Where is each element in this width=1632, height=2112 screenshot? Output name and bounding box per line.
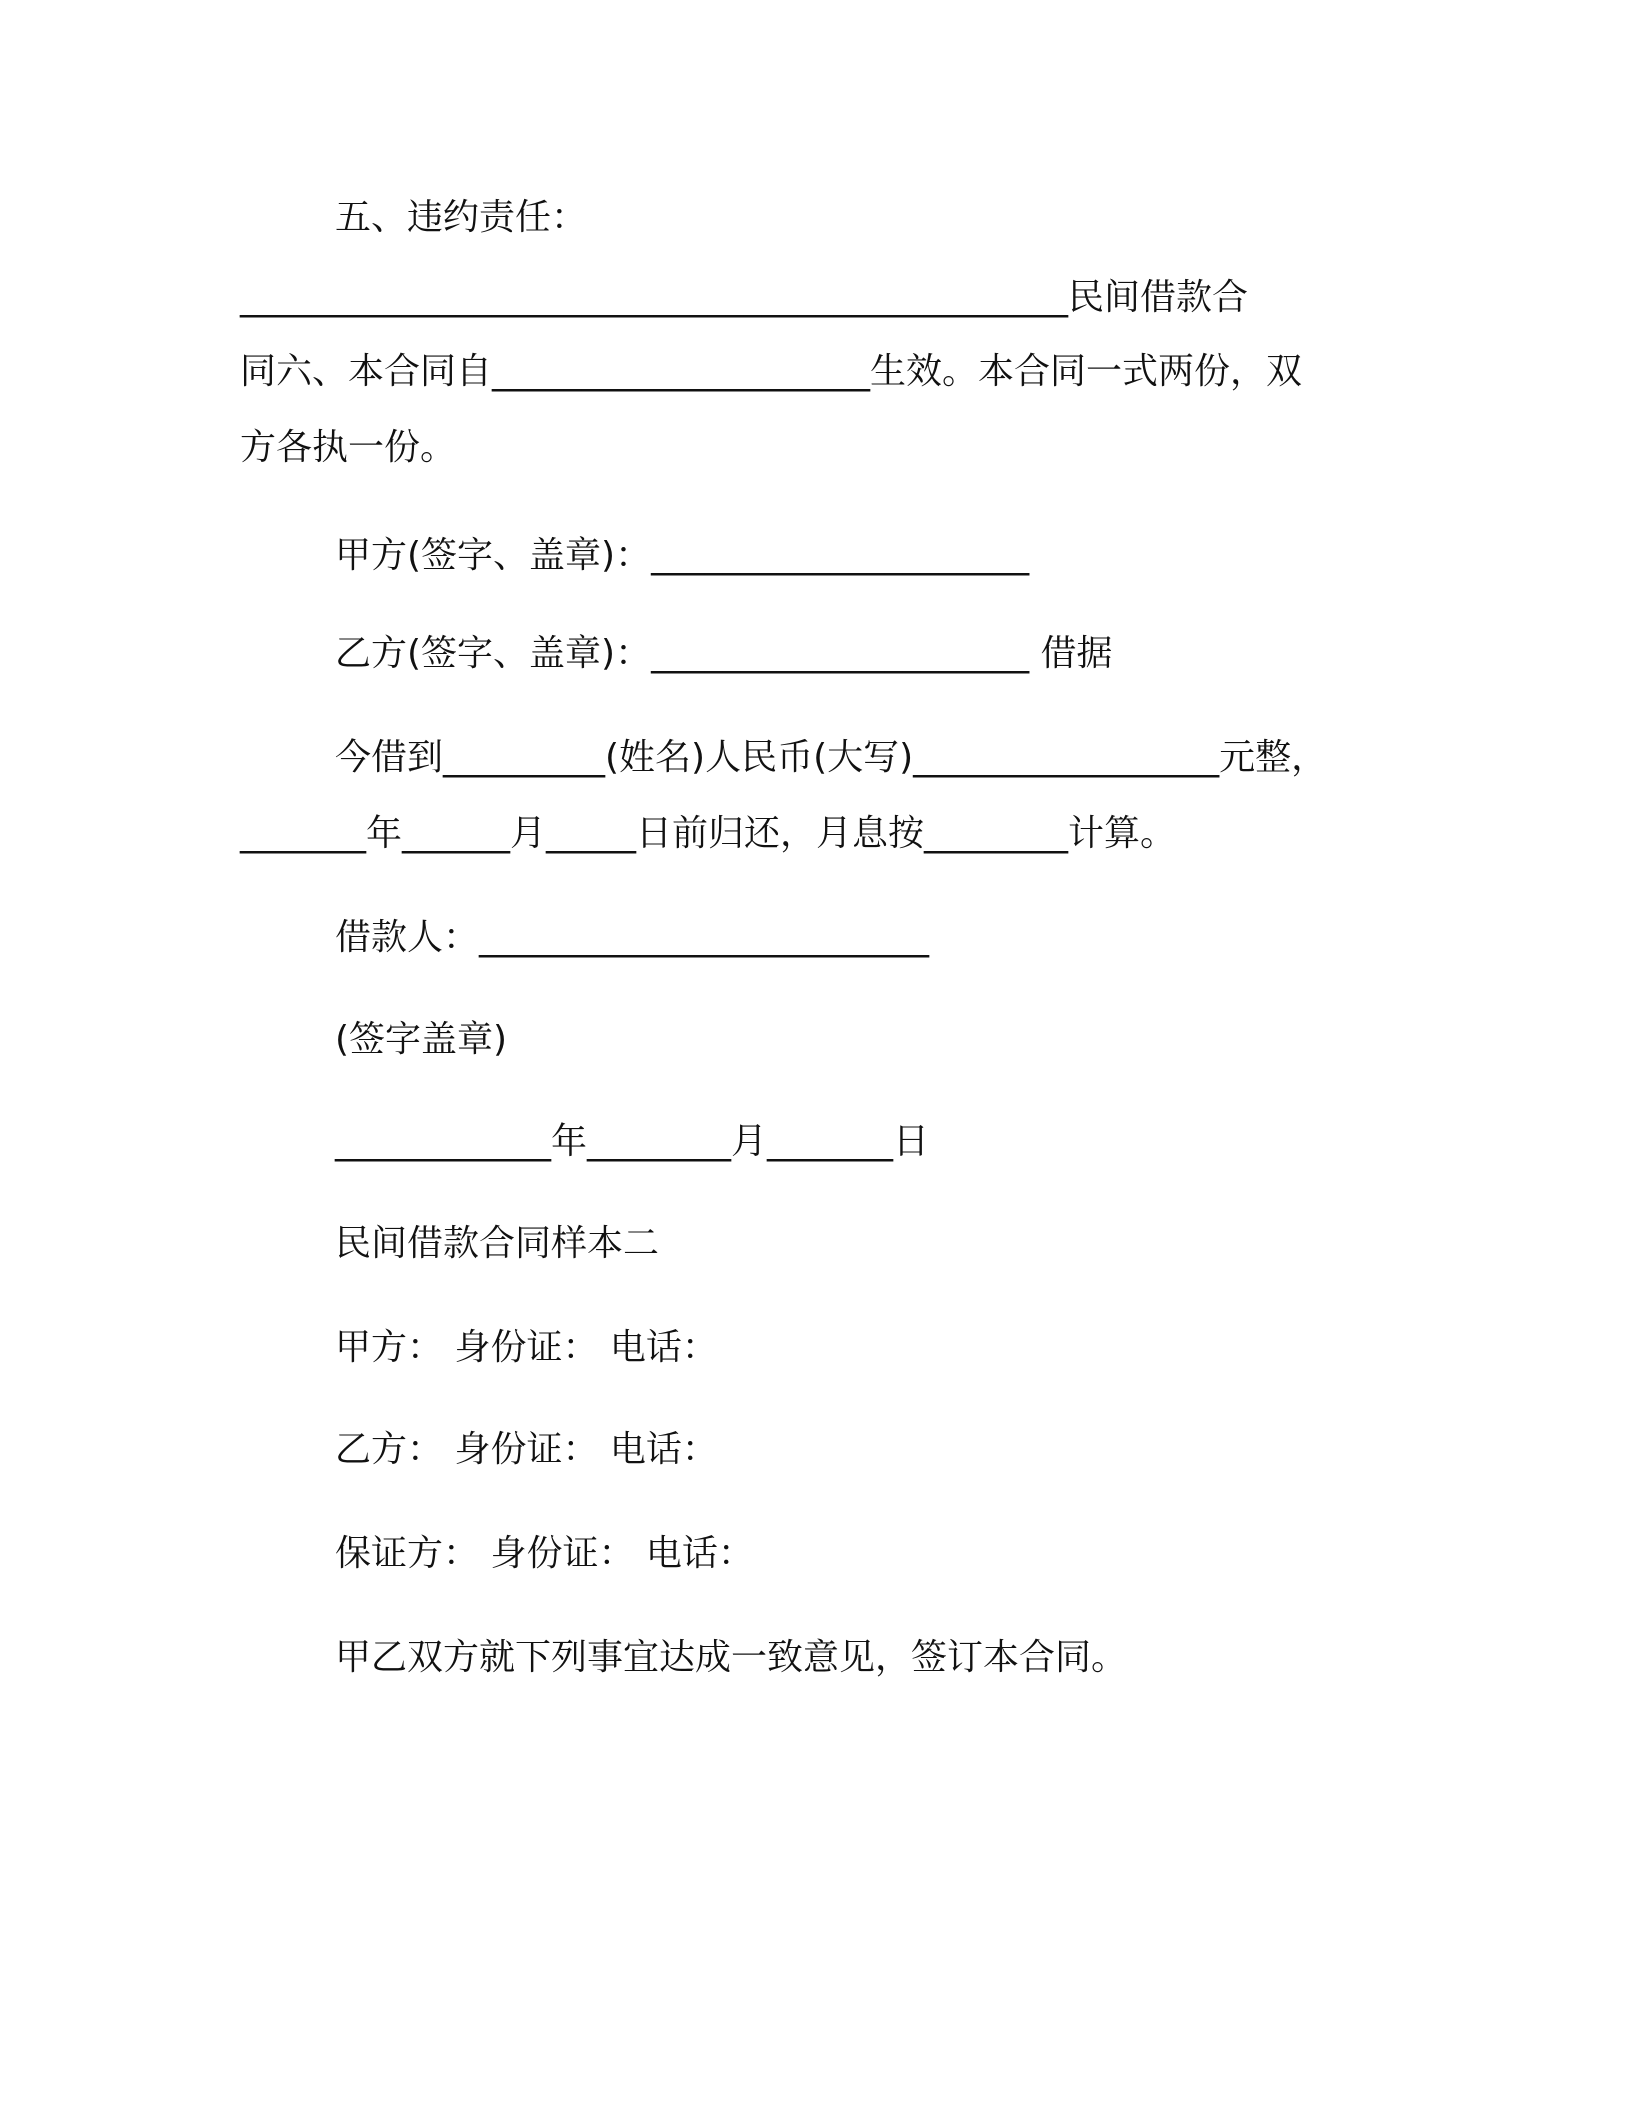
section-five-heading: 五、违约责任： [335, 197, 588, 238]
sign-seal-note: (签字盖章) [335, 1019, 508, 1060]
party-a-signature-line: 甲方(签字、盖章)：_____________________ [335, 535, 1030, 576]
guarantor-info-line: 保证方： 身份证： 电话： [335, 1533, 754, 1574]
party-a-info-line: 甲方： 身份证： 电话： [335, 1327, 718, 1368]
iou-borrowed-line: 今借到_________(姓名)人民币(大写)_________________元整， [335, 737, 1328, 778]
agreement-statement: 甲乙双方就下列事宜达成一致意见，签订本合同。 [335, 1637, 1128, 1678]
party-b-info-line: 乙方： 身份证： 电话： [335, 1429, 718, 1470]
party-b-signature-line: 乙方(签字、盖章)：_____________________ 借据 [335, 633, 1113, 674]
copies-line: 方各执一份。 [240, 427, 457, 468]
date-line: ____________年________月_______日 [335, 1121, 929, 1162]
breach-liability-blank-line: ______________________________________________民间借款合 [240, 277, 1249, 318]
sample-two-title: 民间借款合同样本二 [335, 1223, 660, 1264]
section-six-effective-line: 同六、本合同自_____________________生效。本合同一式两份，双 [240, 351, 1303, 392]
iou-repayment-date-line: _______年______月_____日前归还，月息按________计算。 [240, 813, 1177, 854]
borrower-line: 借款人：_________________________ [335, 917, 930, 958]
